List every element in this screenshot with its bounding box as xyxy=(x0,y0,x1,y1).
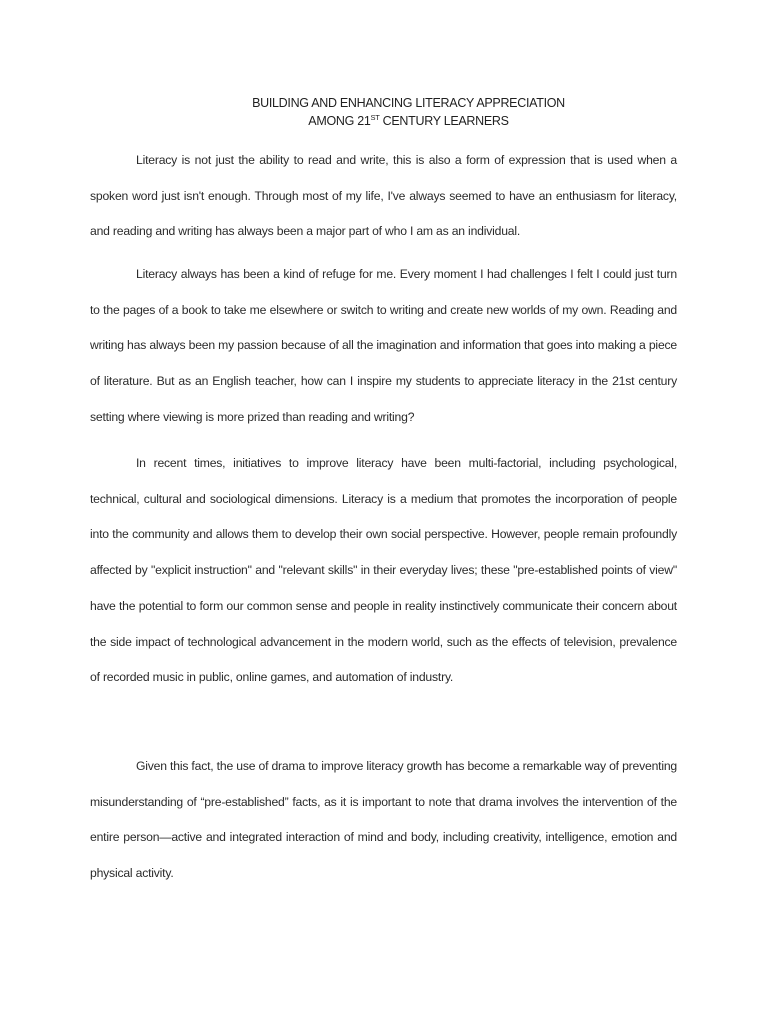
title-line-2-suffix: CENTURY LEARNERS xyxy=(379,114,509,128)
paragraph-4: Given this fact, the use of drama to improve literacy growth has become a remarkable way of preventing misunderstanding of “pre-established” facts, as it is important to note that drama involves the intervention of the entire person—active and integrated interaction of mind and body, including creativity, intelligence, emotion and physical activity. xyxy=(90,759,677,881)
document-title-line-1: BUILDING AND ENHANCING LITERACY APPRECIATION xyxy=(252,96,565,110)
paragraph-1: Literacy is not just the ability to read and write, this is also a form of expression that is used when a spoken word just isn't enough. Through most of my life, I've always seemed to have an enthusiasm for literacy, and reading and writing has always been a major part of who I am as an individual. xyxy=(90,153,677,239)
paragraph-3: In recent times, initiatives to improve literacy have been multi-factorial, including psychological, technical, cultural and sociological dimensions. Literacy is a medium that promotes the incorporation of people into the community and allows them to develop their own social perspective. However, people remain profoundly affected by "explicit instruction" and "relevant skills" in their everyday lives; these "pre-established points of view" have the potential to form our common sense and people in reality instinctively communicate their concern about the side impact of technological advancement in the modern world, such as the effects of television, prevalence of recorded music in public, online games, and automation of industry. xyxy=(90,456,677,685)
document-title-line-2 xyxy=(90,112,727,130)
title-line-2-superscript: ST xyxy=(370,113,380,122)
paragraph-2: Literacy always has been a kind of refuge for me. Every moment I had challenges I felt I could just turn to the pages of a book to take me elsewhere or switch to writing and create new worlds of my own. Reading and writing has always been my passion because of all the imagination and information that goes into making a piece of literature. But as an English teacher, how can I inspire my students to appreciate literacy in the 21st century setting where viewing is more prized than reading and writing? xyxy=(90,267,677,424)
title-line-2-prefix: AMONG 21 xyxy=(308,114,371,128)
